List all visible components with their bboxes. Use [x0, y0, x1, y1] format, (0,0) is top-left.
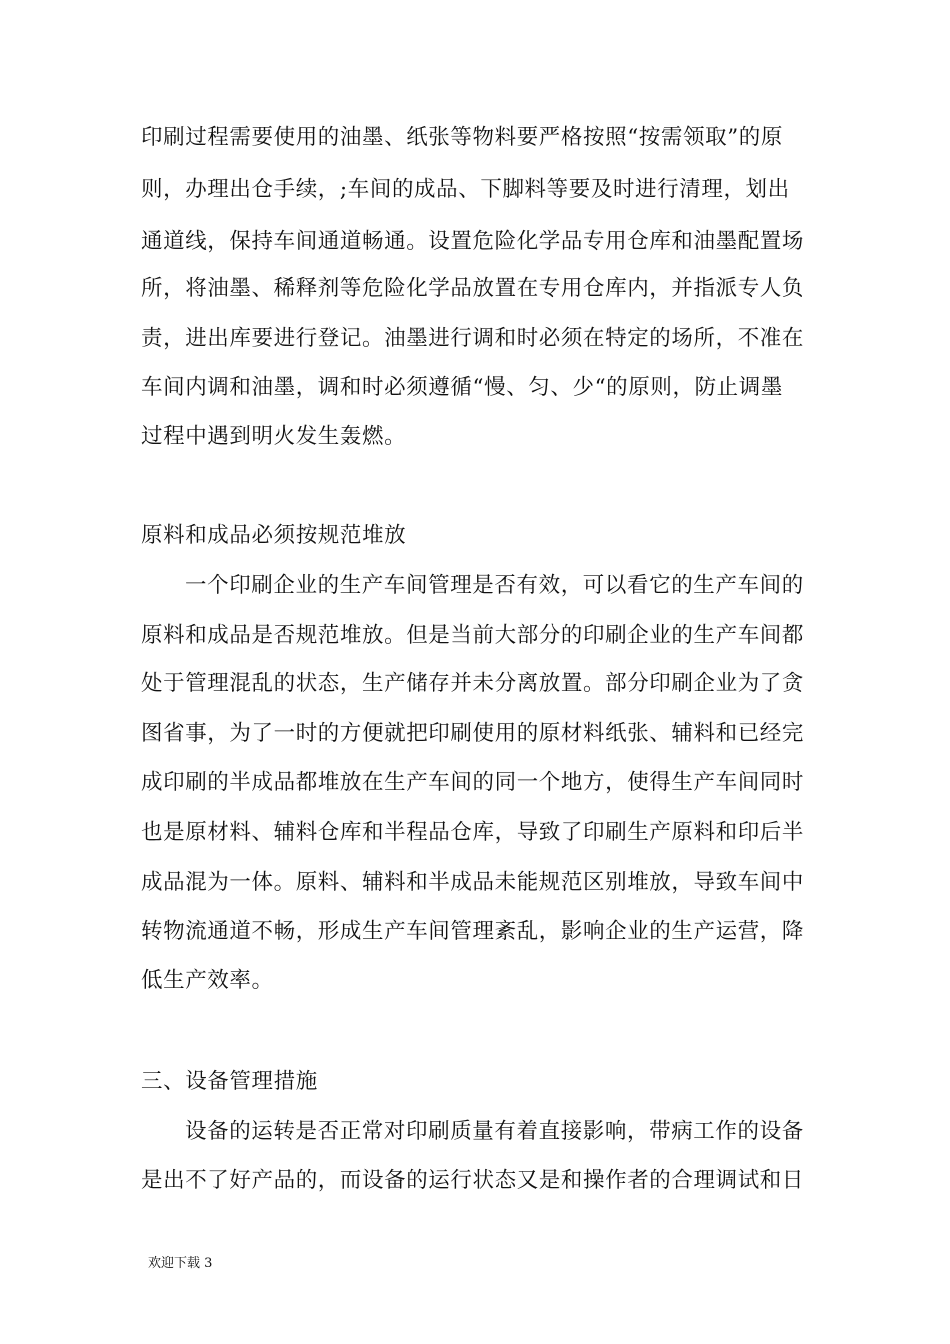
paragraph-1-line-6: 车间内调和油墨，调和时必须遵循“慢、匀、少“的原则，防止调墨 — [141, 375, 783, 400]
paragraph-2-line-7: 成品混为一体。原料、辅料和半成品未能规范区别堆放，导致车间中 — [141, 870, 805, 895]
paragraph-3-line-1: 设备的运转是否正常对印刷质量有着直接影响，带病工作的设备 — [185, 1119, 804, 1144]
paragraph-2-line-9: 低生产效率。 — [141, 968, 274, 993]
paragraph-2-line-6: 也是原材料、辅料仓库和半程品仓库，导致了印刷生产原料和印后半 — [141, 820, 805, 845]
paragraph-2-line-2: 原料和成品是否规范堆放。但是当前大部分的印刷企业的生产车间都 — [141, 623, 805, 648]
paragraph-1-line-7: 过程中遇到明火发生轰燃。 — [141, 424, 407, 449]
paragraph-1-line-5: 责，进出库要进行登记。油墨进行调和时必须在特定的场所，不准在 — [141, 326, 805, 351]
paragraph-3-line-2: 是出不了好产品的，而设备的运行状态又是和操作者的合理调试和日 — [141, 1168, 805, 1193]
paragraph-1-line-2: 则，办理出仓手续，;车间的成品、下脚料等要及时进行清理，划出 — [141, 177, 790, 202]
paragraph-1-line-1: 印刷过程需要使用的油墨、纸张等物料要严格按照“按需领取”的原 — [141, 125, 783, 150]
paragraph-2-line-1: 一个印刷企业的生产车间管理是否有效，可以看它的生产车间的 — [185, 573, 804, 598]
paragraph-1-line-4: 所，将油墨、稀释剂等危险化学品放置在专用仓库内，并指派专人负 — [141, 276, 805, 301]
paragraph-2-line-8: 转物流通道不畅，形成生产车间管理紊乱，影响企业的生产运营，降 — [141, 919, 805, 944]
page-footer: 欢迎下载 3 — [148, 1256, 213, 1271]
paragraph-1-line-3: 通道线，保持车间通道畅通。设置危险化学品专用仓库和油墨配置场 — [141, 229, 805, 254]
section-heading-raw-materials: 原料和成品必须按规范堆放 — [141, 523, 407, 548]
paragraph-2-line-4: 图省事，为了一时的方便就把印刷使用的原材料纸张、辅料和已经完 — [141, 721, 805, 746]
paragraph-2-line-3: 处于管理混乱的状态，生产储存并未分离放置。部分印刷企业为了贪 — [141, 671, 805, 696]
section-heading-equipment: 三、设备管理措施 — [141, 1069, 318, 1094]
paragraph-2-line-5: 成印刷的半成品都堆放在生产车间的同一个地方，使得生产车间同时 — [141, 770, 805, 795]
